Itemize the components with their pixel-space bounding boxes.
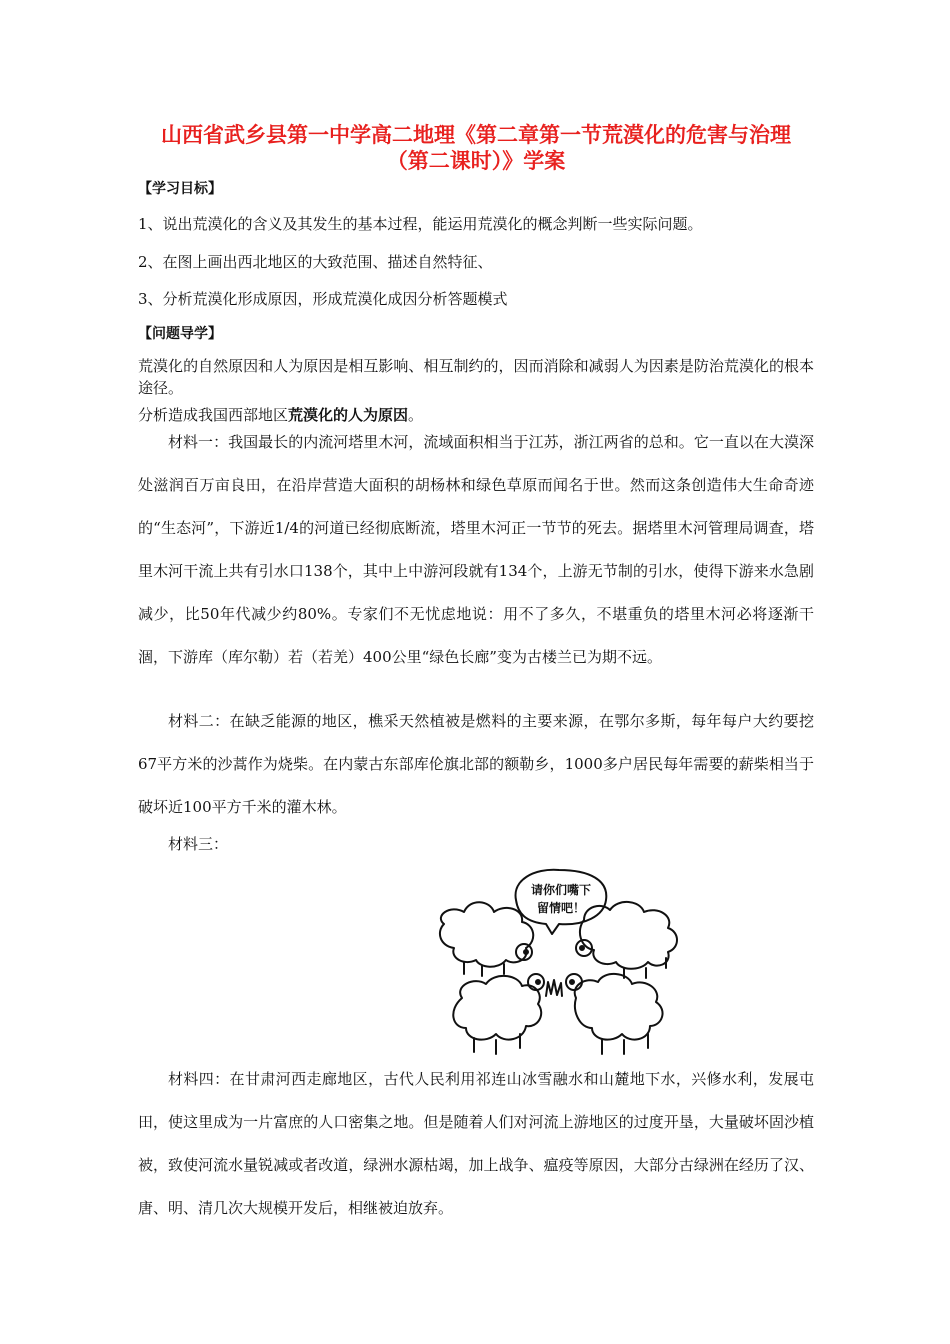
guide-task-emphasis: 荒漠化的人为原因 bbox=[288, 406, 409, 424]
title-line-2: （第二课时）》学案 bbox=[386, 149, 566, 173]
material-2: 材料二：在缺乏能源的地区，樵采天然植被是燃料的主要来源，在鄂尔多斯，每年每户大约要挖67平方米的沙蒿作为烧柴。在内蒙古东部库伦旗北部的额勒乡，1000多户居民每年需要的薪柴相当于破坏近100平方千米的灌木林。 bbox=[138, 712, 814, 816]
guide-task-prefix: 分析造成我国西部地区 bbox=[138, 406, 289, 424]
guide-task-suffix: 。 bbox=[408, 406, 424, 424]
material-1: 材料一：我国最长的内流河塔里木河，流域面积相当于江苏，浙江两省的总和。它一直以在大漠深处滋润百万亩良田，在沿岸营造大面积的胡杨林和绿色草原而闻名于世。然而这条创造伟大生命奇迹的“生态河”，下游近1/4的河道已经彻底断流，塔里木河正一节节的死去。据塔里木河管理局调查，塔里木河干流上共有引水口138个，其中上中游河段就有134个，上游无节制的引水，使得下游来水急剧减少，比50年代减少约80%。专家们不无忧虑地说：用不了多久，不堪重负的塔里木河必将逐渐干涸，下游库（库尔勒）若（若羌）400公里“绿色长廊”变为古楼兰已为期不远。 bbox=[138, 433, 814, 666]
material-3-label: 材料三： bbox=[168, 835, 229, 853]
title-line-1: 山西省武乡县第一中学高二地理《第二章第一节荒漠化的危害与治理 bbox=[161, 123, 791, 147]
document-title bbox=[120, 122, 832, 174]
objective-item-2: 2、在图上画出西北地区的大致范围、描述自然特征、 bbox=[138, 253, 493, 271]
objectives-heading: 【学习目标】 bbox=[138, 181, 222, 197]
sheep-cartoon-image bbox=[434, 868, 684, 1068]
material-4: 材料四：在甘肃河西走廊地区，古代人民利用祁连山冰雪融水和山麓地下水，兴修水利，发展屯田，使这里成为一片富庶的人口密集之地。但是随着人们对河流上游地区的过度开垦，大量破坏固沙植被，致使河流水量锐减或者改道，绿洲水源枯竭，加上战争、瘟疫等原因，大部分古绿洲在经历了汉、唐、明、清几次大规模开发后，相继被迫放弃。 bbox=[138, 1070, 814, 1217]
cartoon-speech-line-1: 请你们嘴下 bbox=[530, 883, 592, 897]
objective-item-3: 3、分析荒漠化形成原因，形成荒漠化成因分析答题模式 bbox=[138, 290, 508, 308]
guide-intro: 荒漠化的自然原因和人为原因是相互影响、相互制约的，因而消除和减弱人为因素是防治荒漠化的根本途径。 bbox=[138, 357, 814, 397]
guide-heading: 【问题导学】 bbox=[138, 326, 222, 342]
objective-item-1: 1、说出荒漠化的含义及其发生的基本过程，能运用荒漠化的概念判断一些实际问题。 bbox=[138, 215, 703, 233]
cartoon-speech-line-2: 留情吧！ bbox=[536, 901, 586, 915]
